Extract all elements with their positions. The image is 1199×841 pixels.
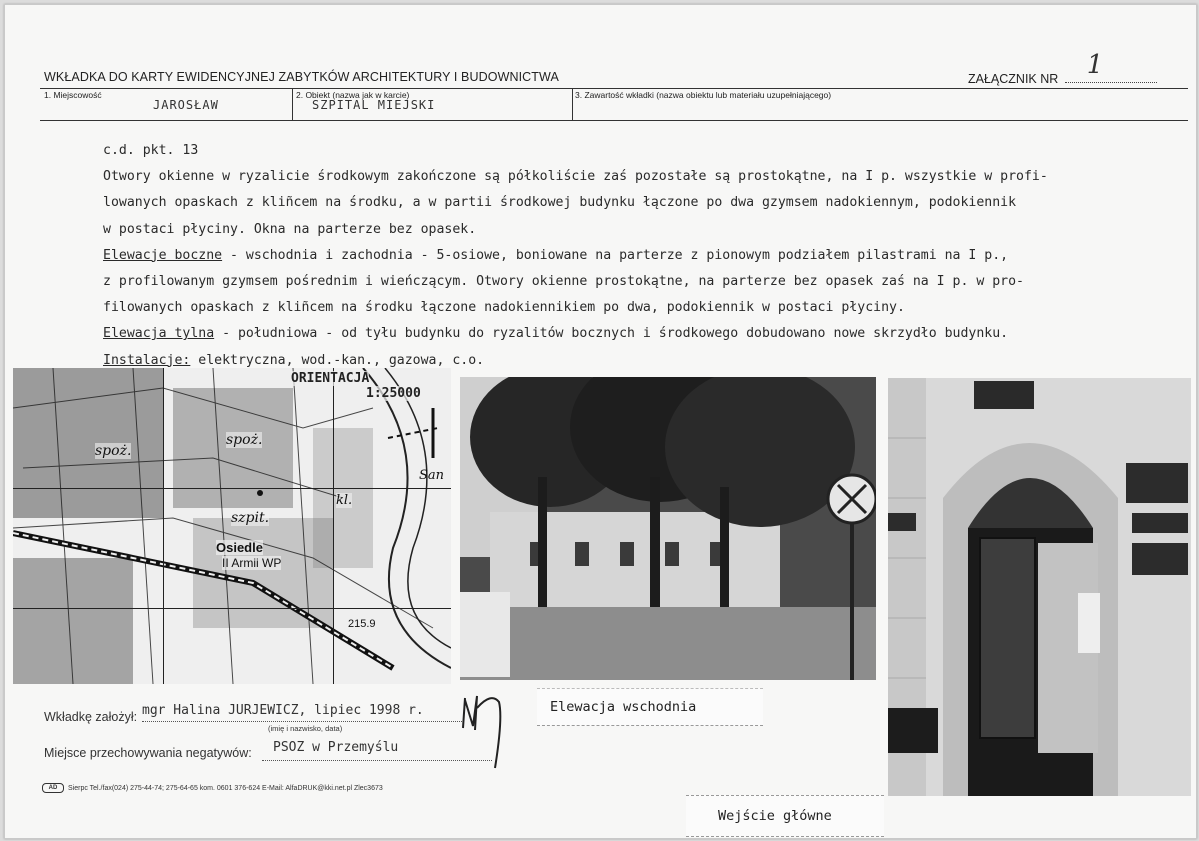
text-line: z profilowanym gzymsem pośrednim i wieńczącym. Otwory okienne prostokątne, na parterze bez opasek zaś na I p. w pro-	[103, 274, 1024, 290]
text-span: elektryczna, wod.-kan., gazowa, c.o.	[190, 352, 485, 368]
printer-footer	[42, 783, 383, 793]
map-drawing	[13, 368, 451, 684]
annex-label: ZAŁĄCZNIK NR	[968, 72, 1059, 86]
heading-rear-elevation: Elewacja tylna	[103, 326, 215, 342]
caption-main-entrance	[686, 795, 884, 837]
divider-1	[292, 88, 293, 120]
storage-label: Miejsce przechowywania negatywów:	[44, 746, 252, 760]
contents-label: 3. Zawartość wkładki (nazwa obiektu lub materiału uzupełniającego)	[575, 90, 832, 100]
text-line: w postaci płyciny. Okna na parterze bez opasek.	[103, 221, 477, 237]
map-elevation: 215.9	[348, 618, 376, 630]
map-orientation-label: ORIENTACJA	[291, 371, 370, 386]
map-label: spoż.	[95, 443, 132, 459]
location-map	[13, 368, 451, 684]
map-label: spoż.	[226, 432, 263, 448]
photo-east-elevation	[460, 377, 876, 680]
printer-footer-text: Sierpc Tel./fax(024) 275-44-74; 275-64-65 kom. 0601 376-624 E-Mail: AlfaDRUK@kki.net.pl Zlec3673	[68, 784, 383, 792]
photo-main-entrance	[888, 378, 1191, 796]
annex-number: 1	[1086, 50, 1104, 80]
text-span: - wschodnia i zachodnia - 5-osiowe, boniowane na parterze z pionowym podziałem pilastrami na I p.,	[222, 247, 1009, 263]
text-line	[103, 243, 1103, 269]
text-line	[103, 321, 1103, 347]
map-label: kl.	[336, 493, 353, 508]
printer-logo: AD	[42, 783, 64, 793]
made-by-underline	[142, 721, 462, 722]
heading-installations: Instalacje:	[103, 352, 191, 368]
text-line: lowanych opaskach z kliñcem na środku, a w partii środkowej budynku łączone po dwa gzymsem nadokiennym, podokiennik	[103, 195, 1017, 211]
place-label: 1. Miejscowość	[44, 90, 102, 100]
map-scale-label: 1:25000	[366, 386, 421, 401]
map-label: Osiedle	[216, 540, 263, 555]
description-text	[103, 138, 1103, 374]
map-label-hospital: szpit.	[231, 510, 270, 526]
caption-east-elevation	[537, 688, 763, 726]
heading-side-elevations: Elewacje boczne	[103, 247, 223, 263]
text-line: filowanych opaskach z kliñcem na środku łączone nadokiennikiem po dwa, podokiennik w postaci płyciny.	[103, 300, 905, 316]
annex-dots	[1065, 50, 1157, 83]
object-label: 2. Obiekt (nazwa jak w karcie)	[296, 90, 410, 100]
photo-east-drawing	[460, 377, 876, 680]
map-label-river: San	[419, 468, 445, 483]
divider-2	[572, 88, 573, 120]
photo-entrance-drawing	[888, 378, 1191, 796]
header-top-rule	[40, 88, 1188, 89]
made-by-label: Wkładkę założył:	[44, 710, 138, 724]
storage-underline	[262, 760, 492, 761]
text-line: Otwory okienne w ryzalicie środkowym zakończone są półkoliście zaś pozostałe są prostokątne, na I p. wszystkie w profi-	[103, 169, 1048, 185]
place-value: JAROSŁAW	[153, 98, 219, 112]
map-label: II Armii WP	[222, 556, 282, 570]
text-span: - południowa - od tyłu budynku do ryzalitów bocznych i środkowego dobudowano nowe skrzydło budynku.	[214, 326, 1009, 342]
annex-number-field	[968, 50, 1157, 86]
header-bottom-rule	[40, 120, 1188, 121]
caption-entrance-text: Wejście główne	[718, 808, 832, 824]
text-line: c.d. pkt. 13	[103, 143, 199, 158]
made-by-value: mgr Halina JURJEWICZ, lipiec 1998 r.	[142, 703, 424, 718]
caption-east-text: Elewacja wschodnia	[550, 699, 697, 715]
made-by-hint: (imię i nazwisko, data)	[268, 724, 343, 733]
form-title: WKŁADKA DO KARTY EWIDENCYJNEJ ZABYTKÓW ARCHITEKTURY I BUDOWNICTWA	[44, 70, 559, 84]
storage-value: PSOZ w Przemyślu	[273, 740, 399, 755]
object-value: SZPITAL MIEJSKI	[312, 98, 436, 112]
